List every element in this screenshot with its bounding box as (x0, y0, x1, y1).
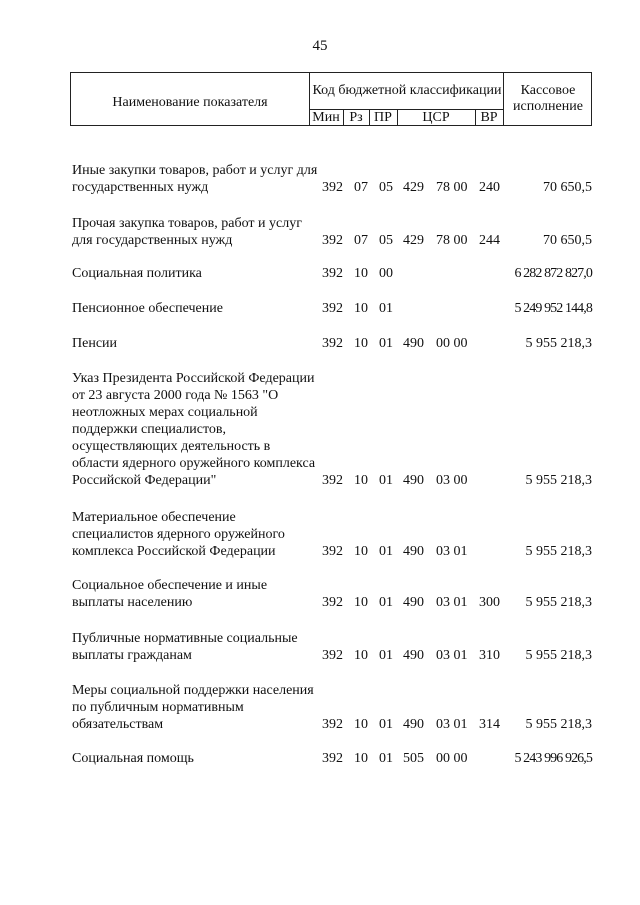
code-pr: 01 (379, 648, 393, 663)
budget-code-header: Код бюджетной классификации (312, 83, 502, 98)
code-vr: 310 (479, 648, 500, 663)
code-csr2: 78 00 (436, 180, 468, 195)
code-csr2: 03 01 (436, 648, 468, 663)
code-pr: 00 (379, 266, 393, 281)
code-min: 392 (322, 751, 343, 766)
code-pr: 01 (379, 544, 393, 559)
table-row (70, 335, 592, 352)
indicator-name: Социальное обеспечение и иные выплаты населению (72, 578, 268, 610)
table-row (70, 370, 592, 489)
code-min: 392 (322, 180, 343, 195)
code-csr2: 00 00 (436, 336, 468, 351)
indicator-name: Меры социальной поддержки населения по публичным нормативным обязательствам (72, 683, 314, 732)
code-csr1: 429 (403, 180, 424, 195)
table-header (70, 72, 592, 126)
execution-amount: 5 249 952 144,8 (514, 301, 592, 316)
code-pr: 01 (379, 717, 393, 732)
code-csr2: 03 01 (436, 595, 468, 610)
code-rz: 10 (354, 751, 368, 766)
code-rz: 10 (354, 473, 368, 488)
execution-header: Кассовое исполнение (513, 83, 583, 114)
code-min: 392 (322, 233, 343, 248)
code-pr: 01 (379, 336, 393, 351)
code-min: 392 (322, 336, 343, 351)
table-row (70, 509, 592, 560)
code-min: 392 (322, 648, 343, 663)
code-pr: 05 (379, 233, 393, 248)
code-rz: 10 (354, 266, 368, 281)
code-pr: 01 (379, 473, 393, 488)
code-csr1: 490 (403, 544, 424, 559)
page-number: 45 (312, 38, 328, 54)
indicator-name: Прочая закупка товаров, работ и услуг для государственных нужд (72, 216, 302, 248)
table-row (70, 682, 592, 733)
indicator-name: Пенсионное обеспечение (72, 301, 223, 316)
code-rz: 10 (354, 301, 368, 316)
indicator-name: Публичные нормативные социальные выплаты гражданам (72, 631, 298, 663)
table-row (70, 577, 592, 611)
execution-amount: 5 955 218,3 (525, 473, 592, 488)
code-pr: 01 (379, 595, 393, 610)
indicator-name: Пенсии (72, 336, 118, 351)
code-min: 392 (322, 717, 343, 732)
code-rz: 10 (354, 717, 368, 732)
code-pr: 05 (379, 180, 393, 195)
code-rz: 10 (354, 336, 368, 351)
execution-amount: 6 282 872 827,0 (514, 266, 592, 281)
vr-header: ВР (480, 109, 498, 125)
code-csr2: 03 01 (436, 717, 468, 732)
code-csr2: 03 01 (436, 544, 468, 559)
execution-amount: 5 955 218,3 (525, 544, 592, 559)
table-row (70, 162, 592, 196)
table-row (70, 300, 592, 317)
execution-amount: 70 650,5 (543, 180, 592, 195)
code-min: 392 (322, 473, 343, 488)
pr-header: ПР (374, 109, 392, 125)
code-rz: 10 (354, 544, 368, 559)
code-vr: 314 (479, 717, 500, 732)
code-csr1: 490 (403, 648, 424, 663)
code-rz: 07 (354, 180, 368, 195)
execution-amount: 70 650,5 (543, 233, 592, 248)
code-vr: 240 (479, 180, 500, 195)
code-min: 392 (322, 544, 343, 559)
indicator-name: Иные закупки товаров, работ и услуг для государственных нужд (72, 163, 318, 195)
code-csr1: 490 (403, 473, 424, 488)
code-rz: 10 (354, 595, 368, 610)
table-row (70, 750, 592, 767)
code-rz: 07 (354, 233, 368, 248)
code-csr1: 490 (403, 336, 424, 351)
code-min: 392 (322, 595, 343, 610)
code-pr: 01 (379, 751, 393, 766)
table-row (70, 630, 592, 664)
code-csr1: 490 (403, 595, 424, 610)
code-csr2: 03 00 (436, 473, 468, 488)
code-csr2: 78 00 (436, 233, 468, 248)
execution-amount: 5 243 996 926,5 (514, 751, 592, 766)
indicator-name: Материальное обеспечение специалистов ядерного оружейного комплекса Российской Федерации (72, 510, 285, 559)
code-csr1: 490 (403, 717, 424, 732)
execution-amount: 5 955 218,3 (525, 595, 592, 610)
execution-amount: 5 955 218,3 (525, 648, 592, 663)
code-pr: 01 (379, 301, 393, 316)
code-csr2: 00 00 (436, 751, 468, 766)
code-rz: 10 (354, 648, 368, 663)
execution-amount: 5 955 218,3 (525, 336, 592, 351)
rz-header: Рз (349, 109, 363, 125)
indicator-header: Наименование показателя (112, 95, 268, 110)
code-min: 392 (322, 301, 343, 316)
code-csr1: 429 (403, 233, 424, 248)
indicator-name: Указ Президента Российской Федерации от 23 августа 2000 года № 1563 "О неотложных мерах социальной поддержки специалистов, осуществляющих деятельность в области ядерного оружейного комплекса Российской Федерации" (72, 371, 316, 488)
indicator-name: Социальная политика (72, 266, 202, 281)
execution-amount: 5 955 218,3 (525, 717, 592, 732)
table-row (70, 265, 592, 282)
min-header: Мин (312, 109, 340, 125)
csr-header: ЦСР (422, 109, 450, 125)
code-min: 392 (322, 266, 343, 281)
table-row (70, 215, 592, 249)
code-vr: 300 (479, 595, 500, 610)
indicator-name: Социальная помощь (72, 751, 194, 766)
code-vr: 244 (479, 233, 500, 248)
code-csr1: 505 (403, 751, 424, 766)
